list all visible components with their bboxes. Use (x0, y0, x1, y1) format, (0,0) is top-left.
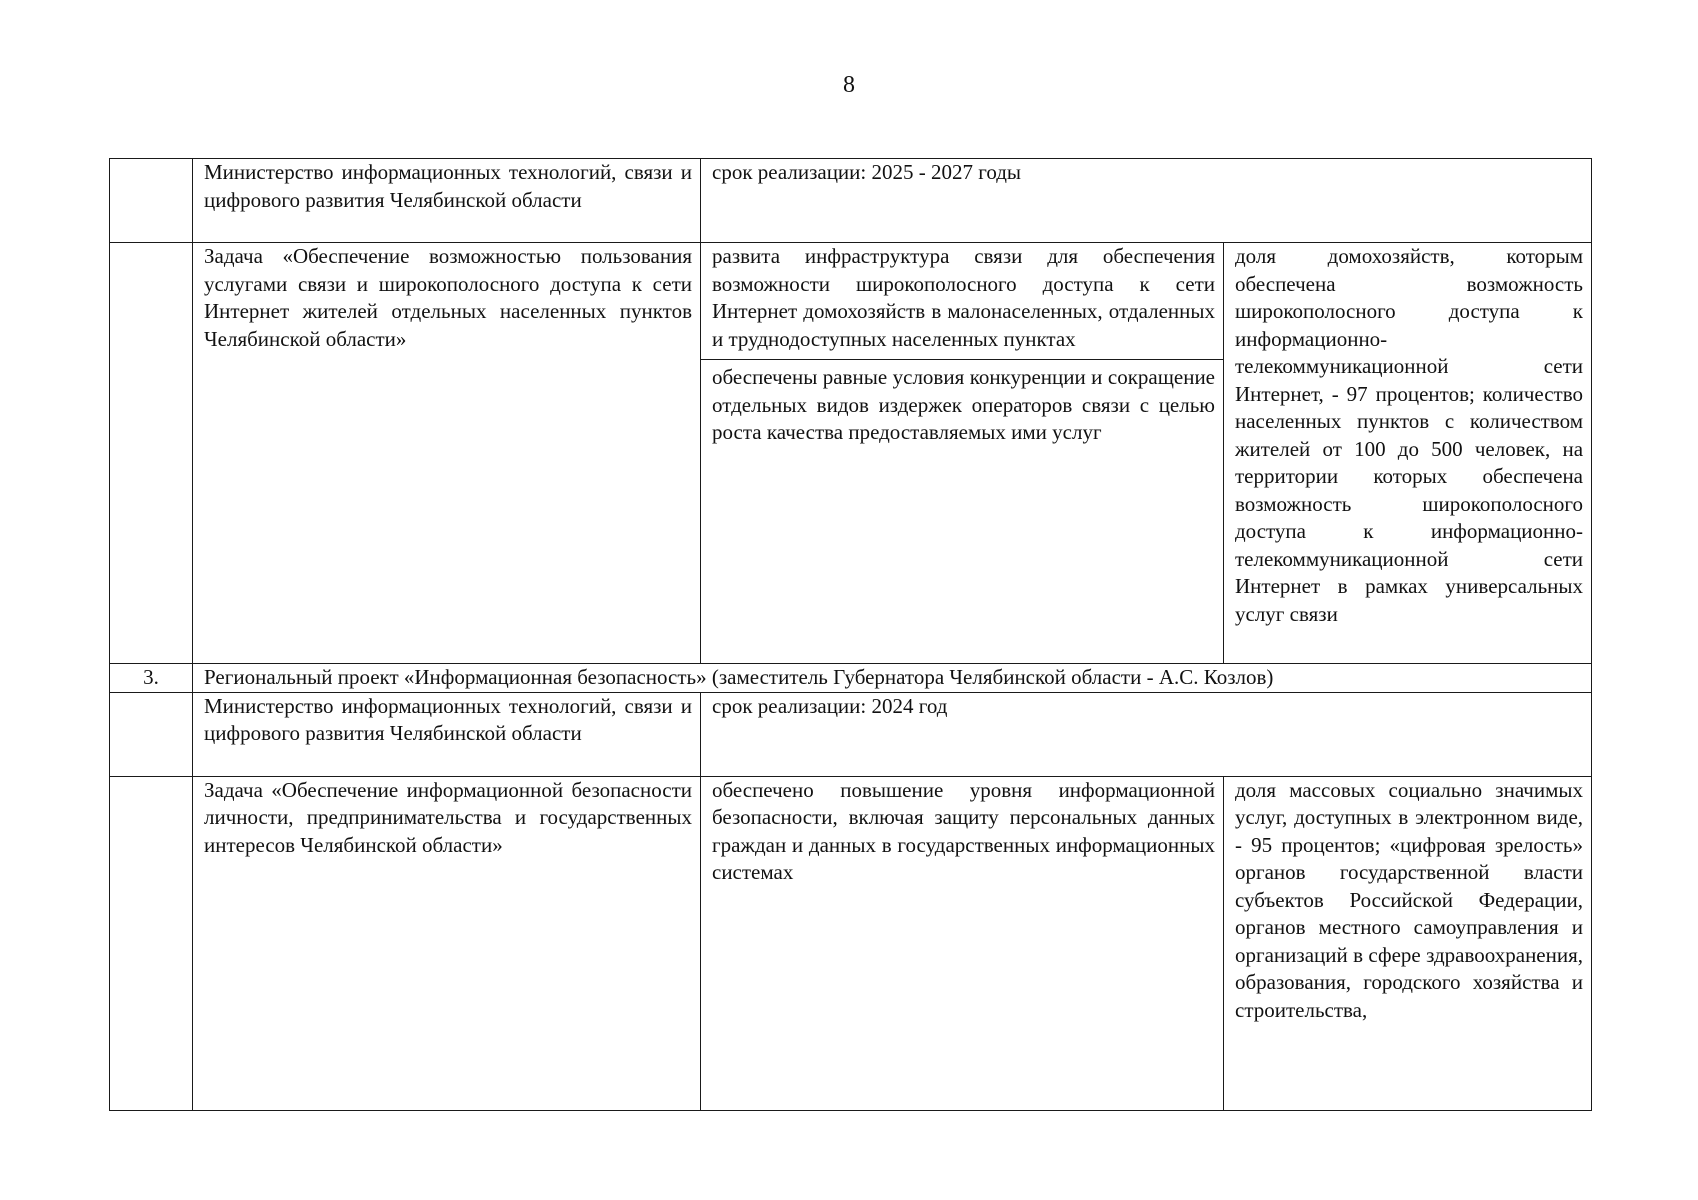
task-cell: Задача «Обеспечение возможностью пользования услугами связи и широкополосного доступа к сети Интернет жителей отдельных населенных пунктов Челябинской области» (193, 243, 701, 664)
row-number-cell (110, 159, 193, 243)
row-number-cell (110, 243, 193, 664)
result-item: развита инфраструктура связи для обеспечения возможности широкополосного доступа к сети Интернет домохозяйств в малонаселенных, отдаленных и труднодоступных населенных пунктах (712, 244, 1215, 351)
section-number-cell: 3. (110, 664, 193, 693)
table-row (110, 664, 1592, 693)
table-row (110, 243, 1592, 664)
result-item: обеспечены равные условия конкуренции и сокращение отдельных видов издержек операторов связи с целью роста качества предоставляемых ими услуг (712, 365, 1215, 444)
results-cell (701, 243, 1224, 664)
results-cell (701, 776, 1224, 1110)
term-cell: срок реализации: 2024 год (701, 692, 1592, 776)
page-number: 8 (843, 72, 855, 98)
task-cell: Задача «Обеспечение информационной безопасности личности, предпринимательства и государственных интересов Челябинской области» (193, 776, 701, 1110)
term-cell: срок реализации: 2025 - 2027 годы (701, 159, 1592, 243)
indicators-cell: доля домохозяйств, которым обеспечена возможность широкополосного доступа к информационно-телекоммуникационной сети Интернет, - 97 процентов; количество населенных пунктов с количеством жителей от 100 до 500 человек, на территории которых обеспечена возможность широкополосного доступа к информационно-телекоммуникационной сети Интернет в рамках универсальных услуг связи (1224, 243, 1592, 664)
table-row (110, 159, 1592, 243)
indicators-cell: доля массовых социально значимых услуг, доступных в электронном виде, - 95 процентов; «цифровая зрелость» органов государственной власти субъектов Российской Федерации, органов местного самоуправления и организаций в сфере здравоохранения, образования, городского хозяйства и строительства, (1224, 776, 1592, 1110)
responsible-cell: Министерство информационных технологий, связи и цифрового развития Челябинской области (193, 159, 701, 243)
row-number-cell (110, 776, 193, 1110)
row-number-cell (110, 692, 193, 776)
result-divider (701, 359, 1223, 360)
result-item: обеспечено повышение уровня информационной безопасности, включая защиту персональных данных граждан и данных в государственных информационных системах (712, 777, 1215, 884)
table-row (110, 692, 1592, 776)
table-row (110, 776, 1592, 1110)
section-title-cell: Региональный проект «Информационная безопасность» (заместитель Губернатора Челябинской области - А.С. Козлов) (193, 664, 1592, 693)
responsible-cell: Министерство информационных технологий, связи и цифрового развития Челябинской области (193, 692, 701, 776)
program-table (109, 158, 1592, 1111)
